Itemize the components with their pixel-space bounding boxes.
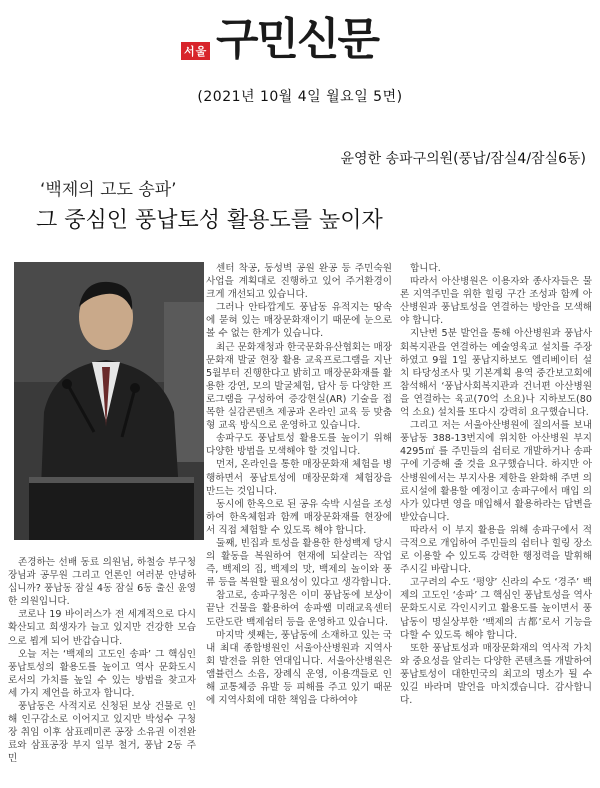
paragraph: 지난번 5분 발언을 통해 아산병원과 풍납사회복지관을 연결하는 예술영육교 설치를 주장하였고 9월 1일 풍납지하보도 엘리베이터 설치 타당성조사 및 기본계획 용역 중간보고회에 참석해서 ‘풍납사회복지관과 건너편 아산병원을 연결하는 육교(70억 소요)나 지하보도(80억 소요) 설치를 또다시 강력히 요구했습니다. — [400, 328, 592, 419]
paragraph: 센터 착공, 동성벽 공원 완공 등 주민숙원 사업을 계획대로 진행하고 있어 주거환경이 크게 개선되고 있습니다. — [206, 263, 392, 301]
masthead — [0, 0, 600, 70]
paragraph: 송파구도 풍납토성 활용도를 높이기 위해 다양한 방법을 모색해야 할 것입니다. — [206, 433, 392, 458]
paragraph: 존경하는 선배 동료 의원님, 하철승 부구청장님과 공무원 그리고 언론인 여러분 안녕하십니까? 풍납동 잠실 4동 잠실 6동 출신 윤영한 의원입니다. — [8, 557, 196, 608]
paragraph: 따라서 아산병원은 이용자와 종사자들은 물론 지역주민을 위한 힐링 구간 조성과 함께 아산병원과 풍납토성을 연결하는 방안을 모색해야 합니다. — [400, 276, 592, 327]
paragraph: 고구려의 수도 ‘평양’ 신라의 수도 ‘경주’ 백제의 고도인 ‘송파’ 그 핵심인 풍납토성을 역사 문화도시로 각인시키고 활용도를 높이면서 풍납동이 명실상부한 ‘백제의 古都’로서 기능을 다할 수 있도록 해야 합니다. — [400, 577, 592, 641]
article-column-3 — [400, 262, 592, 707]
article-column-2 — [206, 262, 392, 707]
paragraph: 최근 문화재청과 한국문화유산협회는 매장문화재 발굴 현장 활용 교육프로그램을 지난 5월부터 진행한다고 밝히고 매장문화재를 활용한 강연, 모의 발굴체험, 답사 등 다양한 프로그램을 구성하여 증강현실(AR) 기술을 접목한 실감콘텐츠 제공과 온라인 교육 등 맞춤형 교육 방식으로 운영하고 있습니다. — [206, 341, 392, 432]
paragraph: 또한 풍납토성과 매장문화재의 역사적 가치와 중요성을 알리는 다양한 콘텐츠를 개발하여 풍납토성이 대한민국의 최고의 명소가 될 수 있길 바라며 발언을 마치겠습니다. 감사합니다. — [400, 642, 592, 707]
paragraph: 코로나 19 바이러스가 전 세계적으로 다시 확산되고 희생자가 늘고 있지만 건강한 모습으로 뵙게 되어 반갑습니다. — [8, 609, 196, 647]
paragraph: 풍납동은 사적지로 신청된 보상 건물로 인해 인구감소로 이어지고 있지만 박성수 구청장 취임 이후 삼표레미콘 공장 소유권 이전완료와 삼표공장 부지 일부 철거, 풍납 2동 주민 — [8, 701, 196, 765]
paragraph: 동시에 한옥으로 된 공유 숙박 시설을 조성하여 한옥체험과 함께 매장문화재를 현장에서 직접 체험할 수 있도록 해야 합니다. — [206, 498, 392, 536]
paragraph: 오늘 저는 ‘백제의 고도인 송파’ 그 핵심인 풍납토성의 활용도를 높이고 역사 문화도시로서의 가치를 높일 수 있는 방법을 찾고자 세 가지 제언을 하고자 합니다. — [8, 648, 196, 699]
headline-title: 그 중심인 풍납토성 활용도를 높이자 — [36, 208, 383, 233]
paragraph: 그러나 안타깝게도 풍납동 유적지는 땅속에 묻혀 있는 매장문화재이기 때문에 눈으로 볼 수 없는 한계가 있습니다. — [206, 302, 392, 340]
paragraph: 따라서 이 부지 활용을 위해 송파구에서 적극적으로 개입하여 주민들의 쉼터나 힐링 장소로 이용할 수 있도록 강력한 행정력을 발휘해 주시길 바랍니다. — [400, 524, 592, 576]
article-column-1 — [8, 556, 196, 766]
paragraph: 합니다. — [410, 263, 441, 274]
paragraph: 그리고 저는 서울아산병원에 질의서를 보내 풍납동 388-13번지에 위치한 아산병원 부지 4295㎡ 를 주민들의 쉼터로 개발하거나 송파구에 기증해 줄 것을 요구했습니다. 하지만 아산병원에서는 부지사용 제한을 완화해 주면 의료시설에 활용할 예정이고 송파구에서 매입 의사가 있다면 영을 매입해서 활용하라는 답변을 받았습니다. — [400, 420, 592, 523]
paragraph: 참고로, 송파구청은 이미 풍납동에 보상이 끝난 건물을 활용하여 송파쌤 미래교육센터 도란도란 백제쉼터 등을 운영하고 있습니다. — [206, 590, 392, 628]
paragraph: 둘째, 빈집과 토성을 활용한 한성백제 당시의 활동을 복원하여 현재에 되살리는 작업 즉, 백제의 집, 백제의 맛, 백제의 놀이와 풍류 등을 복원할 필요성이 있다고 생각합니다. — [206, 537, 392, 589]
headline-kicker: ‘백제의 고도 송파’ — [40, 180, 177, 200]
region-badge: 서울 — [181, 42, 210, 60]
paragraph: 마지막 셋째는, 풍납동에 소재하고 있는 국내 최대 종합병원인 서울아산병원과 지역사회 발전을 위한 연대입니다. 서울아산병원은 앰뷸런스 소음, 장례식 운영, 이용객들로 인해 교통체증 유발 등 피해를 주고 있기 때문에 지역사회에 대한 책임을 다하여야 — [206, 629, 392, 707]
paper-name: 구민신문 — [216, 14, 379, 65]
byline: 윤영한 송파구의원(풍납/잠실4/잠실6동) — [340, 151, 586, 167]
paragraph: 먼저, 온라인을 통한 매장문화재 체험을 병행하면서 풍납토성에 매장문화재 체험장을 만드는 것입니다. — [206, 459, 392, 497]
publication-date: (2021년 10월 4일 월요일 5면) — [197, 89, 403, 105]
speaker-photo — [14, 262, 204, 540]
